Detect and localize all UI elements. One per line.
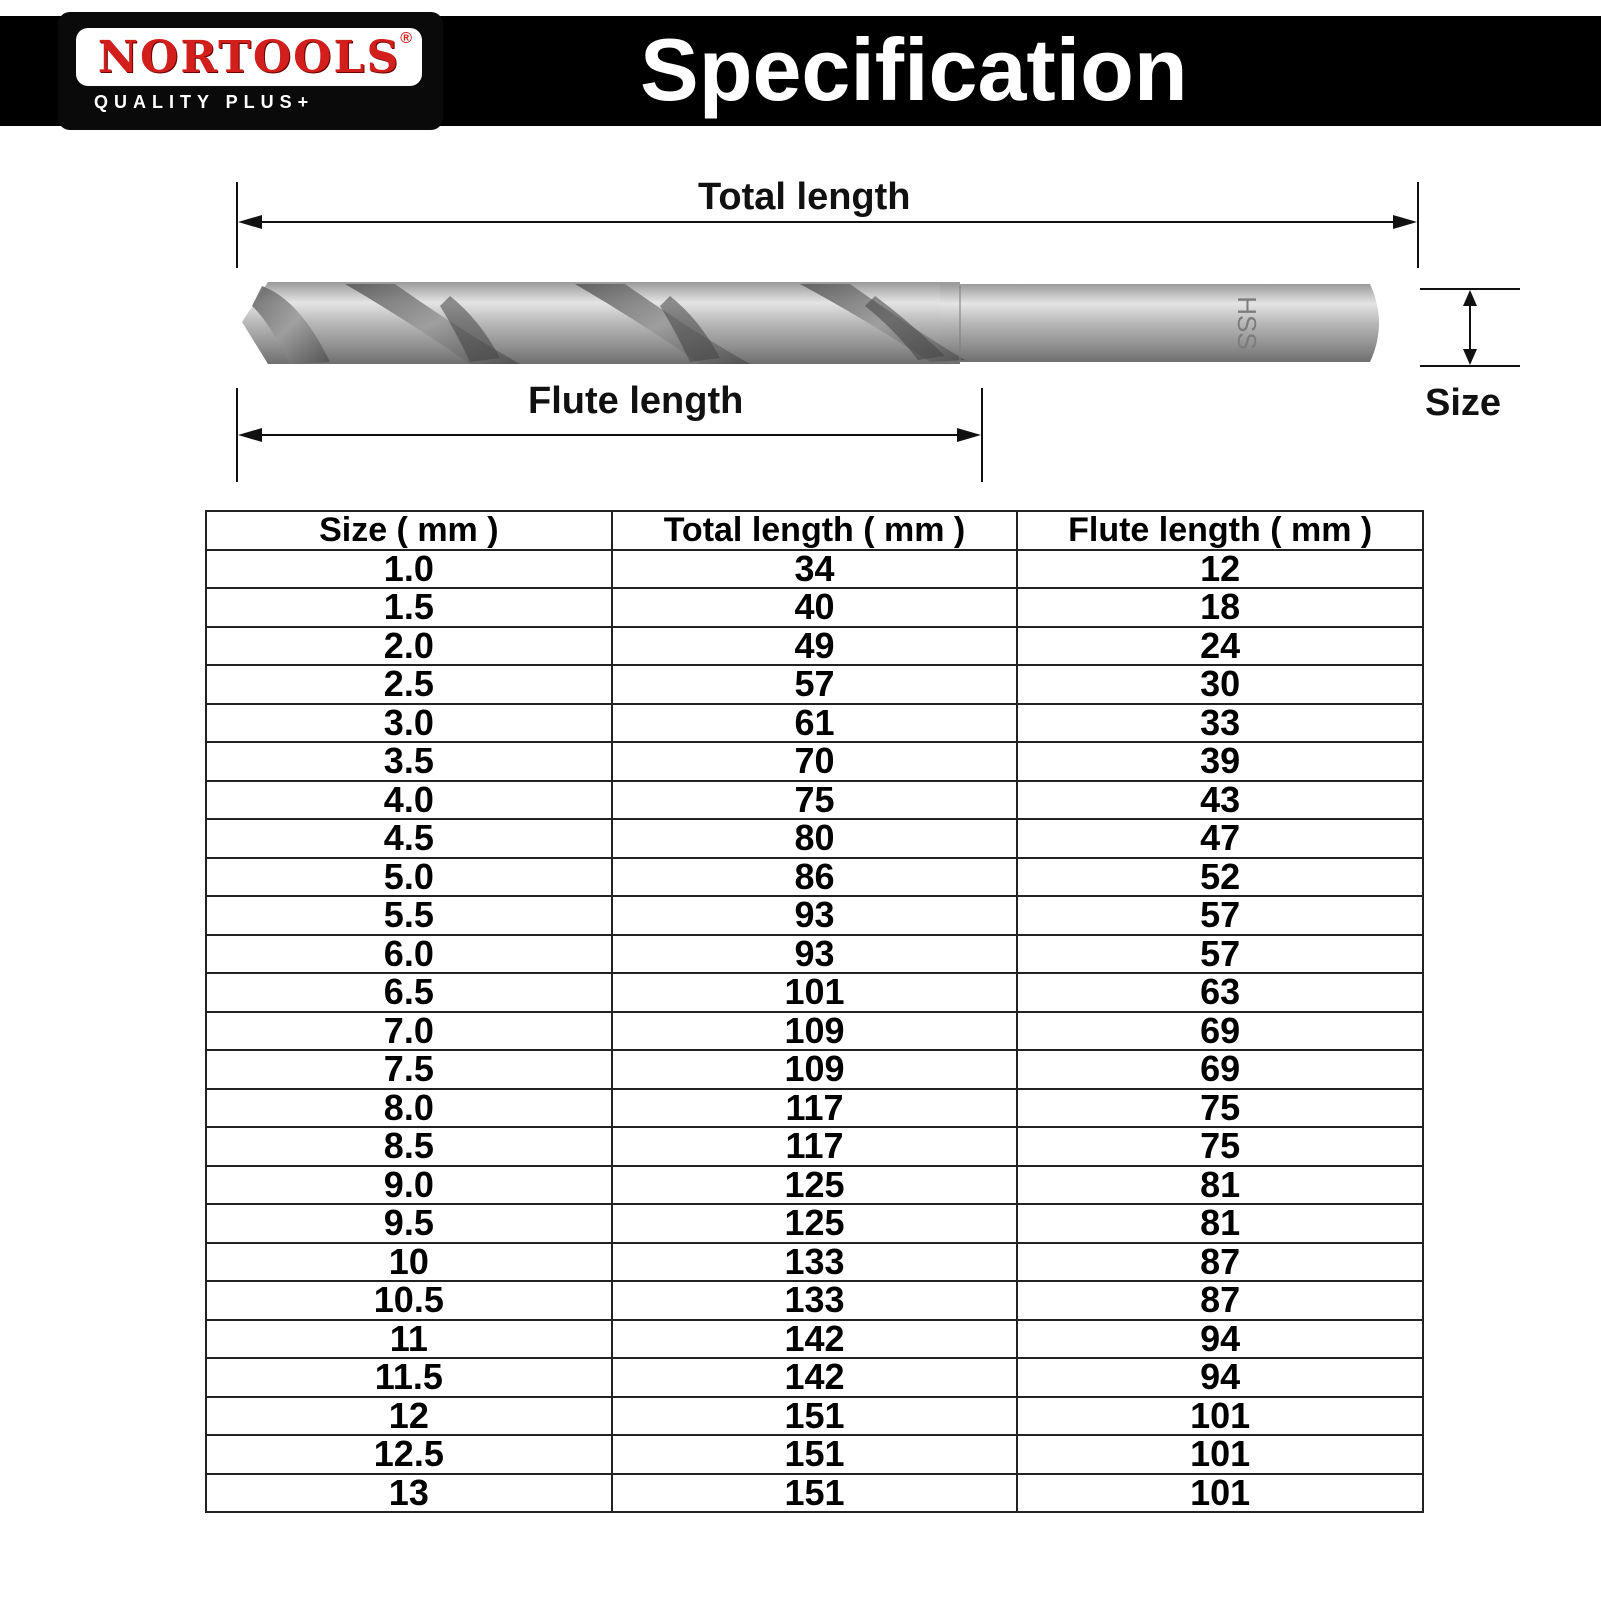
- cell-size: 9.0: [206, 1166, 612, 1205]
- table-row: [206, 704, 1423, 743]
- cell-total-length: 93: [612, 896, 1018, 935]
- cell-size: 8.5: [206, 1127, 612, 1166]
- cell-total-length: 133: [612, 1243, 1018, 1282]
- cell-total-length: 61: [612, 704, 1018, 743]
- cell-size: 13: [206, 1474, 612, 1513]
- brand-tagline: QUALITY PLUS+: [94, 92, 315, 112]
- cell-size: 2.5: [206, 665, 612, 704]
- cell-flute-length: 94: [1017, 1320, 1423, 1359]
- cell-total-length: 109: [612, 1050, 1018, 1089]
- cell-flute-length: 12: [1017, 550, 1423, 589]
- cell-size: 6.0: [206, 935, 612, 974]
- cell-flute-length: 33: [1017, 704, 1423, 743]
- cell-total-length: 49: [612, 627, 1018, 666]
- table-row: [206, 588, 1423, 627]
- table-row: [206, 819, 1423, 858]
- cell-size: 5.0: [206, 858, 612, 897]
- column-header-flute-length: Flute length ( mm ): [1017, 511, 1423, 550]
- cell-flute-length: 63: [1017, 973, 1423, 1012]
- cell-total-length: 86: [612, 858, 1018, 897]
- cell-size: 10.5: [206, 1281, 612, 1320]
- cell-size: 8.0: [206, 1089, 612, 1128]
- table-row: [206, 1435, 1423, 1474]
- cell-size: 4.5: [206, 819, 612, 858]
- cell-flute-length: 75: [1017, 1089, 1423, 1128]
- shank-marking: HSS: [1232, 296, 1262, 350]
- cell-total-length: 142: [612, 1358, 1018, 1397]
- cell-total-length: 117: [612, 1089, 1018, 1128]
- cell-flute-length: 39: [1017, 742, 1423, 781]
- cell-size: 2.0: [206, 627, 612, 666]
- cell-total-length: 151: [612, 1435, 1018, 1474]
- flute-length-label: Flute length: [528, 380, 744, 422]
- cell-flute-length: 81: [1017, 1204, 1423, 1243]
- table-row: [206, 781, 1423, 820]
- cell-flute-length: 30: [1017, 665, 1423, 704]
- cell-flute-length: 81: [1017, 1166, 1423, 1205]
- cell-flute-length: 87: [1017, 1243, 1423, 1282]
- cell-size: 10: [206, 1243, 612, 1282]
- cell-size: 1.0: [206, 550, 612, 589]
- cell-total-length: 57: [612, 665, 1018, 704]
- cell-total-length: 151: [612, 1474, 1018, 1513]
- table-row: [206, 1050, 1423, 1089]
- cell-size: 5.5: [206, 896, 612, 935]
- table-row: [206, 1281, 1423, 1320]
- cell-total-length: 93: [612, 935, 1018, 974]
- cell-size: 4.0: [206, 781, 612, 820]
- cell-total-length: 125: [612, 1166, 1018, 1205]
- cell-size: 11.5: [206, 1358, 612, 1397]
- cell-flute-length: 69: [1017, 1012, 1423, 1051]
- cell-total-length: 101: [612, 973, 1018, 1012]
- table-row: [206, 1243, 1423, 1282]
- cell-total-length: 133: [612, 1281, 1018, 1320]
- cell-total-length: 40: [612, 588, 1018, 627]
- size-dimension: [1420, 289, 1520, 366]
- total-length-label: Total length: [698, 176, 911, 218]
- cell-flute-length: 69: [1017, 1050, 1423, 1089]
- cell-total-length: 80: [612, 819, 1018, 858]
- table-row: [206, 935, 1423, 974]
- cell-total-length: 125: [612, 1204, 1018, 1243]
- registered-mark: ®: [400, 30, 412, 47]
- cell-flute-length: 43: [1017, 781, 1423, 820]
- cell-flute-length: 18: [1017, 588, 1423, 627]
- table-row: [206, 1127, 1423, 1166]
- cell-total-length: 75: [612, 781, 1018, 820]
- cell-size: 3.5: [206, 742, 612, 781]
- cell-size: 7.0: [206, 1012, 612, 1051]
- column-header-total-length: Total length ( mm ): [612, 511, 1018, 550]
- cell-size: 12.5: [206, 1435, 612, 1474]
- cell-total-length: 151: [612, 1397, 1018, 1436]
- table-row: [206, 1012, 1423, 1051]
- table-row: [206, 1204, 1423, 1243]
- table-row: [206, 550, 1423, 589]
- brand-name: NORTOOLS: [97, 31, 401, 83]
- table-row: [206, 1166, 1423, 1205]
- cell-flute-length: 24: [1017, 627, 1423, 666]
- cell-size: 12: [206, 1397, 612, 1436]
- cell-total-length: 142: [612, 1320, 1018, 1359]
- page-title: Specification: [640, 20, 1188, 119]
- table-row: [206, 742, 1423, 781]
- cell-size: 6.5: [206, 973, 612, 1012]
- drill-bit-illustration: [242, 282, 1379, 364]
- cell-flute-length: 75: [1017, 1127, 1423, 1166]
- cell-total-length: 34: [612, 550, 1018, 589]
- cell-flute-length: 87: [1017, 1281, 1423, 1320]
- column-header-size: Size ( mm ): [206, 511, 612, 550]
- cell-flute-length: 101: [1017, 1435, 1423, 1474]
- cell-total-length: 70: [612, 742, 1018, 781]
- drill-dimension-diagram: [0, 0, 1601, 500]
- cell-size: 1.5: [206, 588, 612, 627]
- cell-flute-length: 94: [1017, 1358, 1423, 1397]
- cell-flute-length: 101: [1017, 1474, 1423, 1513]
- table-header-row: [206, 511, 1423, 550]
- cell-flute-length: 101: [1017, 1397, 1423, 1436]
- cell-total-length: 117: [612, 1127, 1018, 1166]
- table-row: [206, 1397, 1423, 1436]
- table-row: [206, 665, 1423, 704]
- specification-table: [205, 510, 1424, 1513]
- table-row: [206, 1089, 1423, 1128]
- cell-total-length: 109: [612, 1012, 1018, 1051]
- table-row: [206, 1474, 1423, 1513]
- cell-size: 7.5: [206, 1050, 612, 1089]
- table-row: [206, 627, 1423, 666]
- size-label: Size: [1425, 382, 1502, 424]
- cell-flute-length: 52: [1017, 858, 1423, 897]
- table-row: [206, 1320, 1423, 1359]
- table-row: [206, 896, 1423, 935]
- cell-flute-length: 47: [1017, 819, 1423, 858]
- cell-flute-length: 57: [1017, 896, 1423, 935]
- cell-size: 11: [206, 1320, 612, 1359]
- cell-size: 9.5: [206, 1204, 612, 1243]
- table-body: [206, 547, 1423, 1513]
- cell-size: 3.0: [206, 704, 612, 743]
- table-row: [206, 1358, 1423, 1397]
- cell-flute-length: 57: [1017, 935, 1423, 974]
- table-row: [206, 858, 1423, 897]
- table-row: [206, 973, 1423, 1012]
